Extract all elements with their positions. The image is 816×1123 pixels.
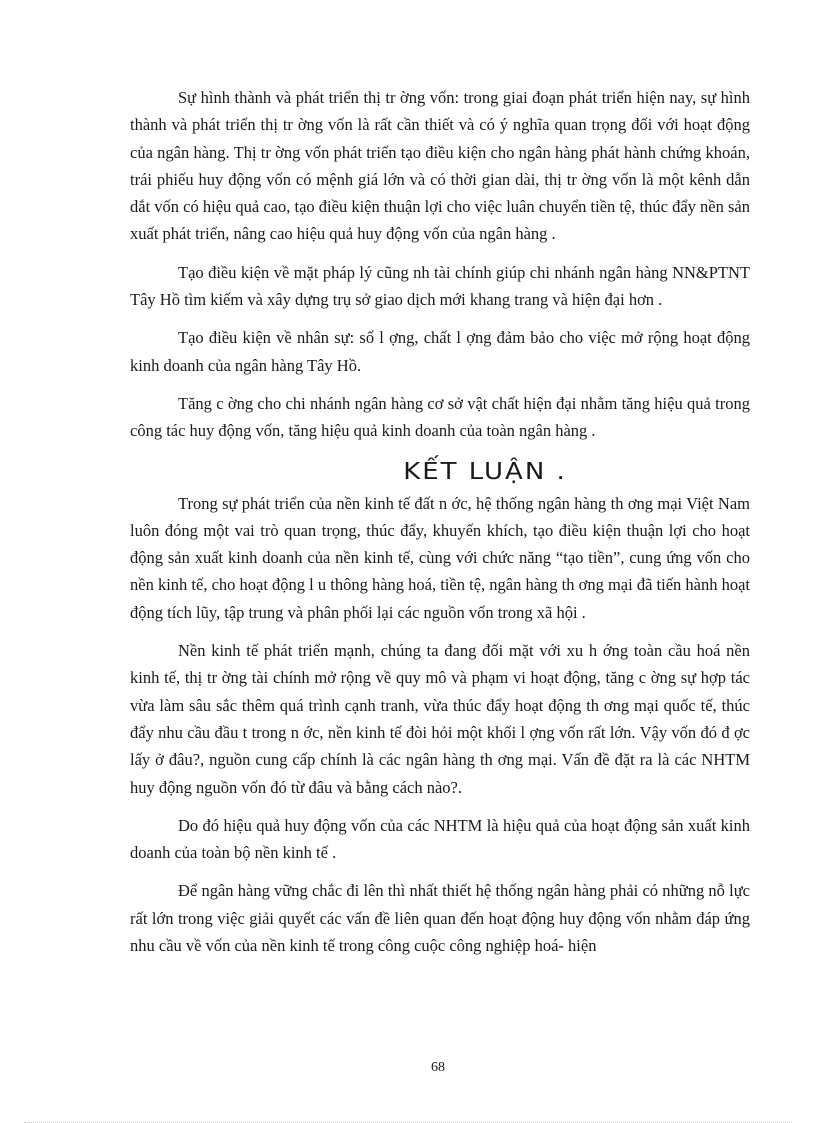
paragraph-globalization: Nền kinh tế phát triển mạnh, chúng ta đang đối mặt với xu h ớng toàn cầu hoá nền kinh tế, thị tr ờng tài chính mở rộng về quy mô và phạm vi hoạt động, tăng c ờng sự hợp tác vừa làm sâu sắc thêm quá trình cạnh tranh, vừa thúc đẩy hoạt động th ơng mại quốc tế, thúc đẩy nhu cầu đầu t trong n ớc, nền kinh tế đòi hỏi một khối l ợng vốn rất lớn. Vậy vốn đó đ ợc lấy ở đâu?, nguồn cung cấp chính là các ngân hàng th ơng mại. Vấn đề đặt ra là các NHTM huy động nguồn vốn đó từ đâu và bằng cách nào?. [130, 641, 750, 797]
paragraph-efficiency: Do đó hiệu quả huy động vốn của các NHTM là hiệu quả của hoạt động sản xuất kinh doanh của toàn bộ nền kinh tế . [130, 815, 750, 863]
paragraph-bank-growth: Để ngân hàng vững chắc đi lên thì nhất thiết hệ thống ngân hàng phải có những nỗ lực rất lớn trong việc giải quyết các vấn đề liên quan đến hoạt động huy động vốn nhằm đáp ứng nhu cầu về vốn của nền kinh tế trong công cuộc công nghiệp hoá- hiện [130, 881, 750, 956]
document-body [130, 84, 750, 970]
paragraph-legal-conditions: Tạo điều kiện về mặt pháp lý cũng nh tài chính giúp chi nhánh ngân hàng NN&PTNT Tây Hồ tìm kiếm và xây dựng trụ sở giao dịch mới khang trang và hiện đại hơn . [130, 262, 750, 310]
paragraph-personnel: Tạo điều kiện về nhân sự: số l ợng, chất l ợng đảm bảo cho việc mở rộng hoạt động kinh doanh của ngân hàng Tây Hồ. [130, 328, 750, 375]
paragraph-facilities: Tăng c ờng cho chi nhánh ngân hàng cơ sở vật chất hiện đại nhằm tăng hiệu quả trong công tác huy động vốn, tăng hiệu quả kinh doanh của toàn ngân hàng . [130, 393, 750, 441]
conclusion-heading: KẾT LUẬN . [403, 458, 567, 486]
paragraph-capital-market: Sự hình thành và phát triển thị tr ờng vốn: trong giai đoạn phát triển hiện nay, sự hình thành và phát triển thị tr ờng vốn là rất cần thiết và có ý nghĩa quan trọng đối với hoạt động của ngân hàng. Thị tr ờng vốn phát triển tạo điều kiện cho ngân hàng phát hành chứng khoán, trái phiếu huy động vốn có mệnh giá lớn và có thời gian dài, thị tr ờng vốn là một kênh dẫn dắt vốn có hiệu quả cao, tạo điều kiện thuận lợi cho việc luân chuyển tiền tệ, thúc đẩy nền sản xuất phát triển, nâng cao hiệu quả huy động vốn của ngân hàng . [130, 88, 750, 244]
page-number: 68 [431, 1060, 445, 1075]
paragraph-banking-role: Trong sự phát triển của nền kinh tế đất n ớc, hệ thống ngân hàng th ơng mại Việt Nam luôn đóng một vai trò quan trọng, thúc đẩy, khuyến khích, tạo điều kiện thuận lợi cho hoạt động sản xuất kinh doanh của nền kinh tế, cùng với chức năng “tạo tiền”, cung ứng vốn cho nền kinh tế, cho hoạt động l u thông hàng hoá, tiền tệ, ngân hàng th ơng mại đã tiến hành hoạt động tích lũy, tập trung và phân phối lại các nguồn vốn trong xã hội . [130, 493, 751, 622]
